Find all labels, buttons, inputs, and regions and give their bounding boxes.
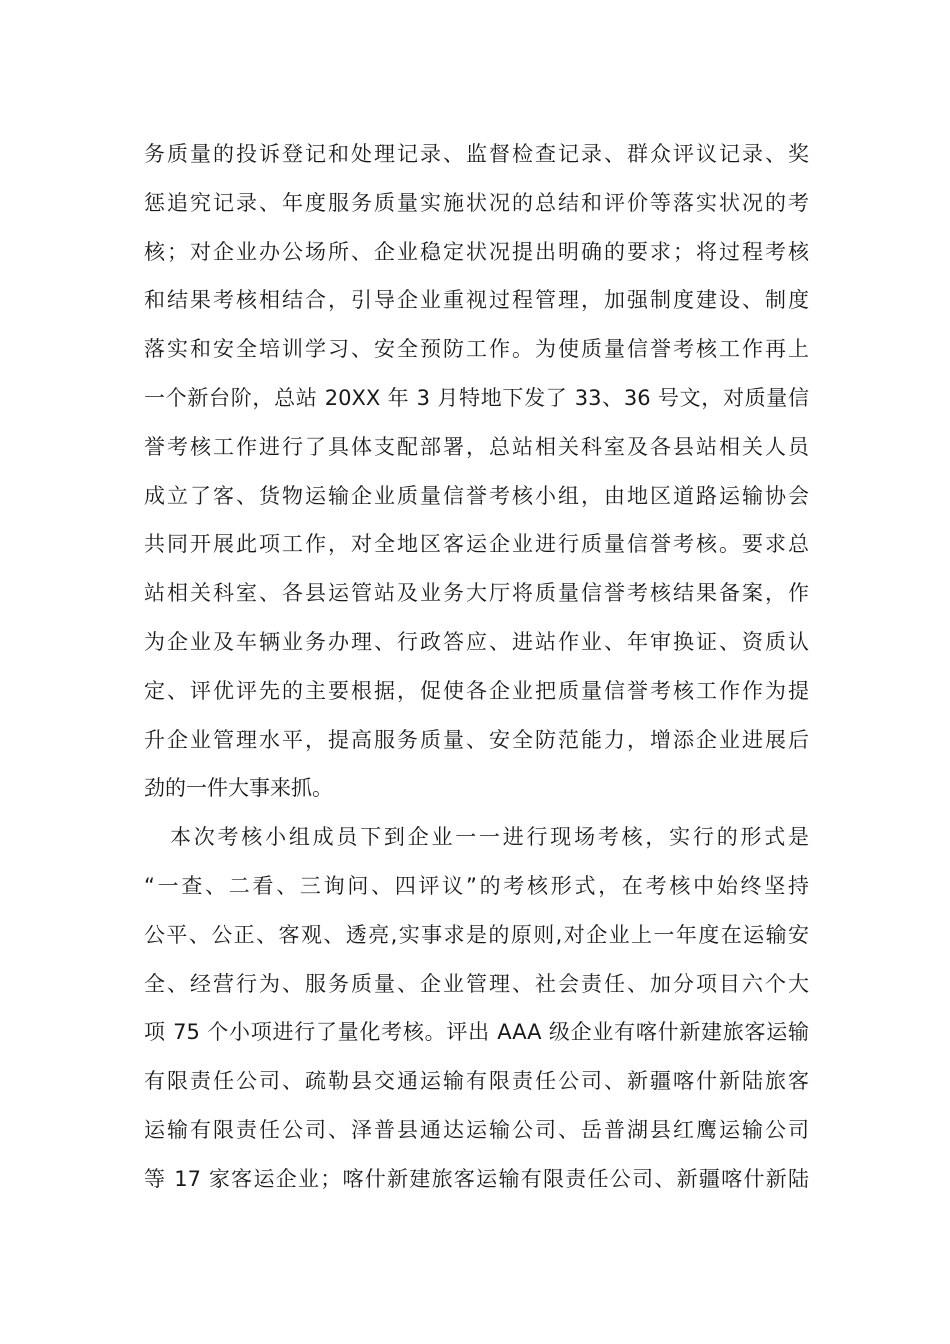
text-line: 项 75 个小项进行了量化考核。评出 AAA 级企业有喀什新建旅客运输 [144,1020,809,1045]
text-line: 站相关科室、各县运管站及业务大厅将质量信誉考核结果备案，作 [144,581,809,606]
paragraph-1 [144,130,809,813]
text-line: 核；对企业办公场所、企业稳定状况提出明确的要求；将过程考核 [144,239,809,264]
text-line: 等 17 家客运企业；喀什新建旅客运输有限责任公司、新疆喀什新陆 [144,1166,809,1191]
text-line: 劲的一件大事来抓。 [144,776,333,801]
text-line: 公平、公正、客观、透亮,实事求是的原则,对企业上一年度在运输安 [144,922,809,947]
text-line: “一查、二看、三询问、四评议”的考核形式，在考核中始终坚持 [144,873,809,898]
text-line: 共同开展此项工作，对全地区客运企业进行质量信誉考核。要求总 [144,532,809,557]
text-line: 有限责任公司、疏勒县交通运输有限责任公司、新疆喀什新陆旅客 [144,1069,809,1094]
body-text [144,130,809,1204]
text-line: 誉考核工作进行了具体支配部署，总站相关科室及各县站相关人员 [144,434,809,459]
text-line: 为企业及车辆业务办理、行政答应、进站作业、年审换证、资质认 [144,629,809,654]
text-line: 务质量的投诉登记和处理记录、监督检查记录、群众评议记录、奖 [144,142,809,166]
paragraph-2 [144,813,809,1203]
text-line: 落实和安全培训学习、安全预防工作。为使质量信誉考核工作再上 [144,337,809,362]
text-line: 全、经营行为、服务质量、企业管理、社会责任、加分项目六个大 [144,971,809,996]
text-line: 升企业管理水平，提高服务质量、安全防范能力，增添企业进展后 [144,727,809,752]
text-line: 定、评优评先的主要根据，促使各企业把质量信誉考核工作作为提 [144,678,809,703]
text-line: 惩追究记录、年度服务质量实施状况的总结和评价等落实状况的考 [144,190,809,215]
text-line: 和结果考核相结合，引导企业重视过程管理，加强制度建设、制度 [144,288,809,313]
text-line: 一个新台阶，总站 20XX 年 3 月特地下发了 33、36 号文，对质量信 [144,385,809,410]
text-line: 成立了客、货物运输企业质量信誉考核小组，由地区道路运输协会 [144,483,809,508]
text-line: 本次考核小组成员下到企业一一进行现场考核，实行的形式是 [170,825,809,850]
text-line: 运输有限责任公司、泽普县通达运输公司、岳普湖县红鹰运输公司 [144,1117,809,1142]
